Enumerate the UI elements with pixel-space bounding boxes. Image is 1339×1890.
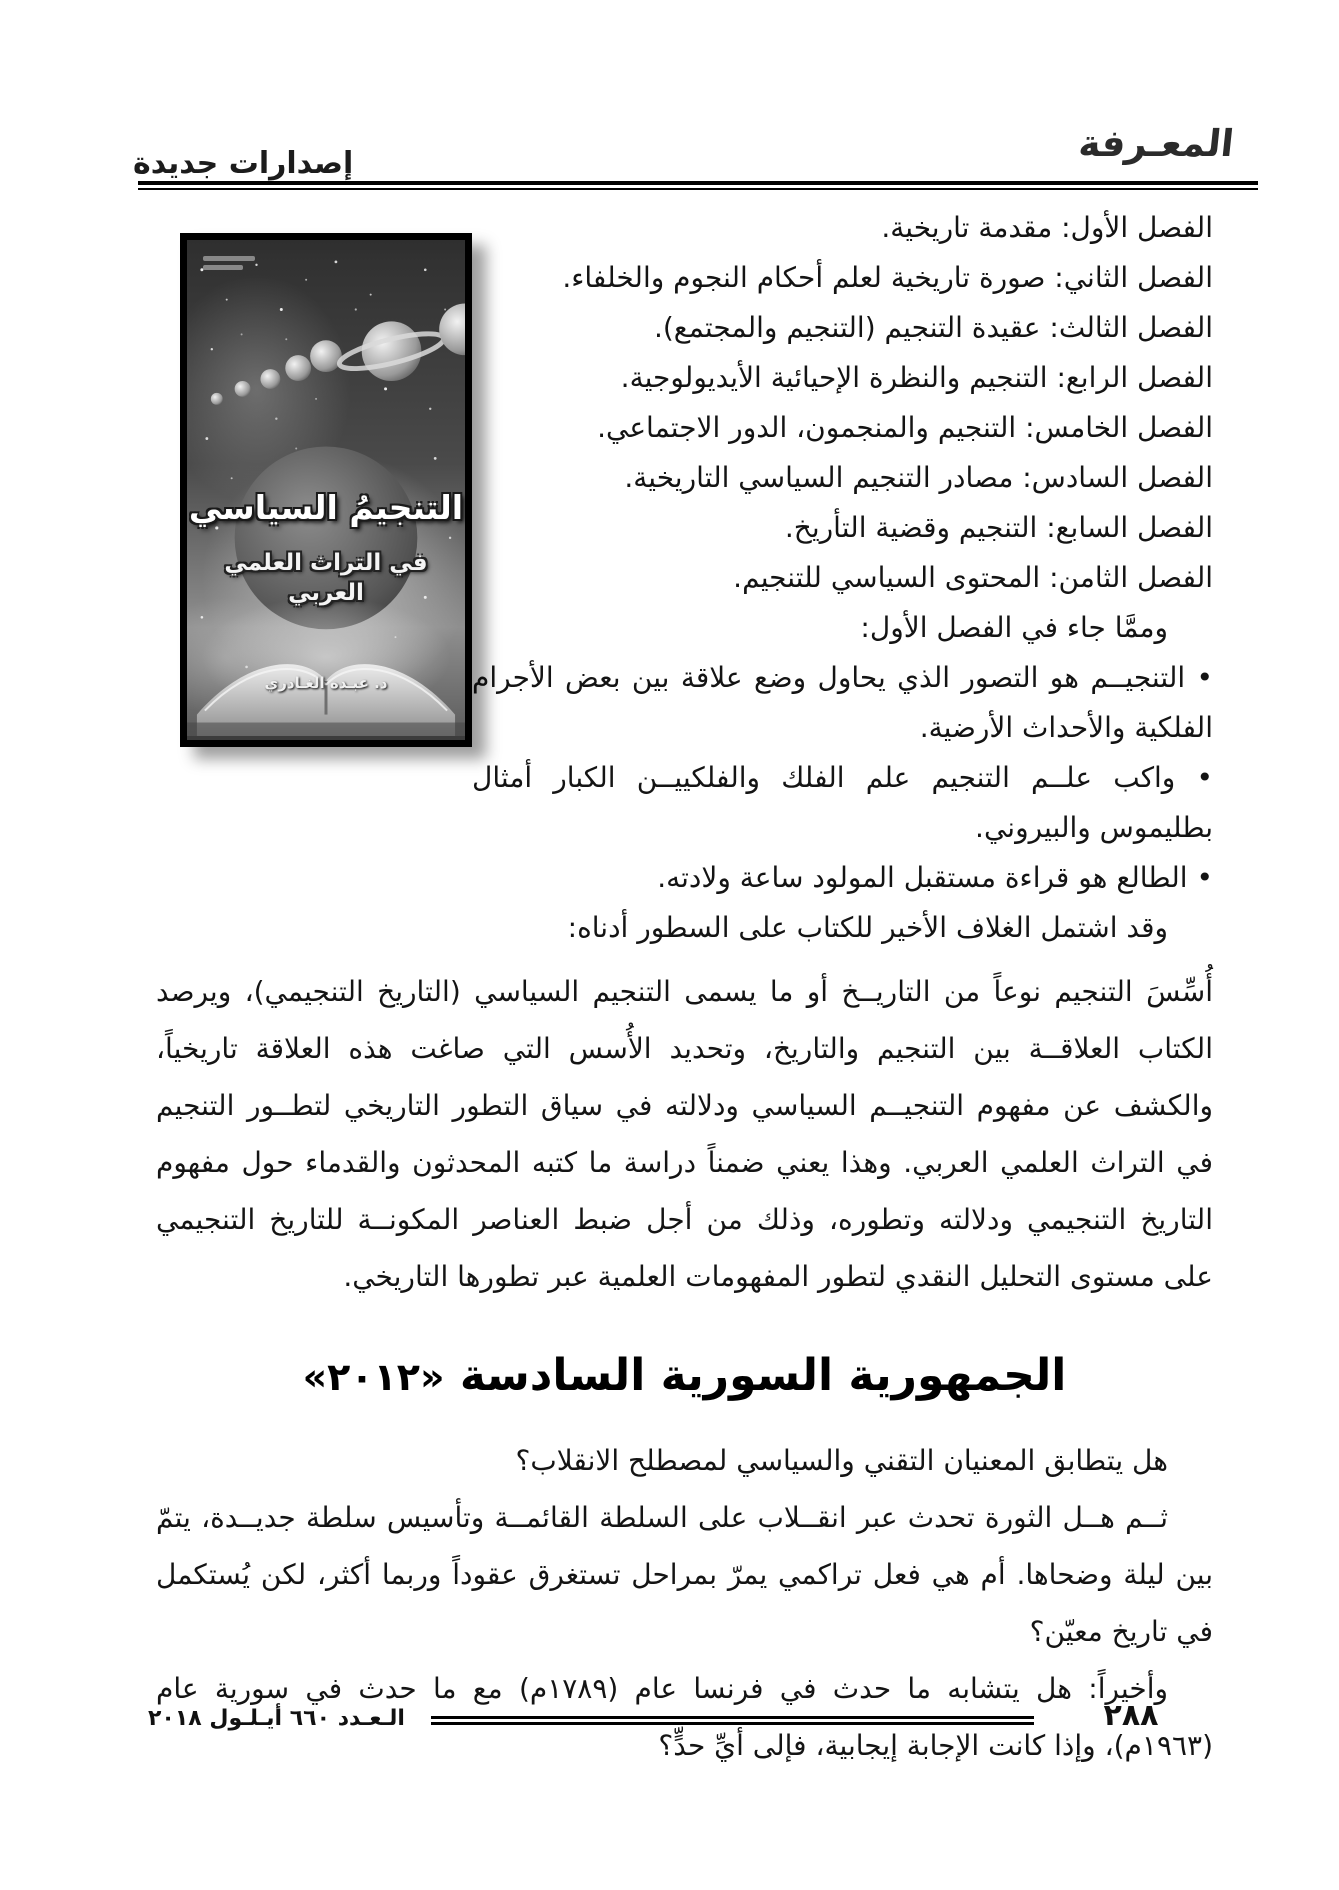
back-cover-paragraph: أُسِّسَ التنجيم نوعاً من التاريــخ أو ما يسمى التنجيم السياسي (التاريخ التنجيمي)، ويرصد الكتاب العلاقــة بين التنجيم والتاريخ، وتحديد الأُسس التي صاغت هذه العلاقة تاريخياً، والكشف عن مفهوم التنجيــم السياسي ودلالته في سياق التطور التاريخي لتطــور التنجيم في التراث العلمي العربي. وهذا يعني ضمناً دراسة ما كتبه المحدثون والقدماء حول مفهوم التاريخ التنجيمي ودلالته وتطوره، وذلك من أجل ضبط العناصر المكونــة للتاريخ التنجيمي على مستوى التحليل النقدي لتطور المفهومات العلمية عبر تطورها التاريخي. <box>156 975 1213 1293</box>
cover-subtitle: في التراث العلمي العربي <box>224 550 428 606</box>
back-cover-lead: وقد اشتمل الغلاف الأخير للكتاب على السطور أدناه: <box>567 911 1168 944</box>
footer-rule <box>431 1716 1034 1719</box>
section-heading-year: «٢٠١٢» <box>302 1355 445 1399</box>
section-heading <box>156 1347 1213 1406</box>
chapter-line-6: الفصل السادس: مصادر التنجيم السياسي التاريخية. <box>624 461 1213 494</box>
book-cover-image <box>180 233 472 747</box>
intro-lead: وممَّا جاء في الفصل الأول: <box>860 611 1168 644</box>
bullet-item-2: • واكب علــم التنجيم علم الفلك والفلكييــن الكبار أمثال بطليموس والبيروني. <box>472 761 1213 844</box>
article-body <box>156 203 1213 1774</box>
book-cover-container <box>156 233 472 777</box>
bullet-item-3: • الطالع هو قراءة مستقبل المولود ساعة ولادته. <box>657 861 1213 894</box>
chapter-line-5: الفصل الخامس: التنجيم والمنجمون، الدور الاجتماعي. <box>597 411 1213 444</box>
chapter-line-3: الفصل الثالث: عقيدة التنجيم (التنجيم والمجتمع). <box>653 311 1213 344</box>
page-number: ٢٨٨ <box>1103 1698 1159 1733</box>
header-rule <box>138 181 1258 185</box>
section-paragraph-1: هل يتطابق المعنيان التقني والسياسي لمصطلح الانقلاب؟ <box>515 1444 1168 1477</box>
publisher-mark <box>203 256 255 274</box>
cover-title: التنجيمُ السياسي <box>188 488 464 527</box>
chapter-line-2: الفصل الثاني: صورة تاريخية لعلم أحكام النجوم والخلفاء. <box>562 261 1213 294</box>
bullet-item-1: • التنجيــم هو التصور الذي يحاول وضع علاقة بين بعض الأجرام الفلكية والأحداث الأرضية. <box>472 661 1213 744</box>
section-heading-title: الجمهورية السورية السادسة <box>459 1350 1067 1401</box>
magazine-logo: المعـرفة <box>1077 122 1237 165</box>
footer-issue-label: الـعـدد ٦٦٠ أيـلـول ٢٠١٨ <box>148 1706 405 1731</box>
chapter-line-8: الفصل الثامن: المحتوى السياسي للتنجيم. <box>733 561 1213 594</box>
chapter-line-7: الفصل السابع: التنجيم وقضية التأريخ. <box>784 511 1213 544</box>
chapter-line-1: الفصل الأول: مقدمة تاريخية. <box>881 211 1213 244</box>
cover-author: د. عبـده الغـادري <box>264 674 388 692</box>
header-section-label: إصدارات جديدة <box>133 146 354 181</box>
chapter-line-4: الفصل الرابع: التنجيم والنظرة الإحيائية الأيديولوجية. <box>620 361 1213 394</box>
section-paragraph-2: ثــم هــل الثورة تحدث عبر انقــلاب على السلطة القائمــة وتأسيس سلطة جديــدة، يتمّ بين ليلة وضحاها. أم هي فعل تراكمي يمرّ بمراحل تستغرق عقوداً وربما أكثر، لكن يُستكمل في تاريخ معيّن؟ <box>156 1501 1213 1648</box>
section-paragraph-3: وأخيراً: هل يتشابه ما حدث في فرنسا عام (١٧٨٩م) مع ما حدث في سورية عام (١٩٦٣م)، وإذا كانت الإجابة إيجابية، فإلى أيِّ حدٍّ؟ <box>156 1672 1213 1762</box>
